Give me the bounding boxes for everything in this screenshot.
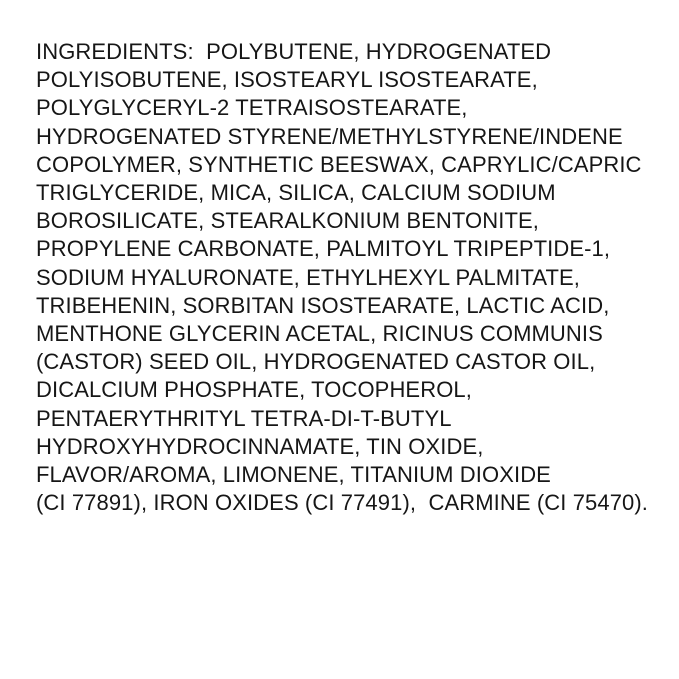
ingredients-line: POLYGLYCERYL-2 TETRAISOSTEARATE, (36, 95, 468, 121)
ingredients-line: POLYISOBUTENE, ISOSTEARYL ISOSTEARATE, (36, 67, 538, 93)
ingredients-line: (CI 77891), IRON OXIDES (CI 77491), CARMINE (CI 75470). (36, 490, 649, 516)
ingredients-line: FLAVOR/AROMA, LIMONENE, TITANIUM DIOXIDE (36, 462, 551, 488)
ingredients-line: HYDROGENATED STYRENE/METHYLSTYRENE/INDENE (36, 123, 623, 149)
ingredients-line: DICALCIUM PHOSPHATE, TOCOPHEROL, (36, 377, 472, 403)
ingredients-line: SODIUM HYALURONATE, ETHYLHEXYL PALMITATE, (36, 264, 581, 290)
ingredients-line: COPOLYMER, SYNTHETIC BEESWAX, CAPRYLIC/CAPRIC (36, 151, 642, 177)
ingredients-line: TRIBEHENIN, SORBITAN ISOSTEARATE, LACTIC ACID, (36, 292, 610, 318)
ingredients-line: PENTAERYTHRITYL TETRA-DI-T-BUTYL (36, 405, 452, 431)
ingredients-line: TRIGLYCERIDE, MICA, SILICA, CALCIUM SODIUM (36, 180, 556, 206)
ingredients-line: MENTHONE GLYCERIN ACETAL, RICINUS COMMUNIS (36, 321, 603, 347)
ingredients-line: HYDROXYHYDROCINNAMATE, TIN OXIDE, (36, 433, 484, 459)
ingredients-text-block (36, 38, 648, 517)
ingredients-line: INGREDIENTS: POLYBUTENE, HYDROGENATED (36, 39, 552, 64)
ingredients-line: (CASTOR) SEED OIL, HYDROGENATED CASTOR OIL, (36, 349, 596, 375)
ingredients-line: BOROSILICATE, STEARALKONIUM BENTONITE, (36, 208, 539, 234)
ingredients-line: PROPYLENE CARBONATE, PALMITOYL TRIPEPTIDE-1, (36, 236, 611, 262)
